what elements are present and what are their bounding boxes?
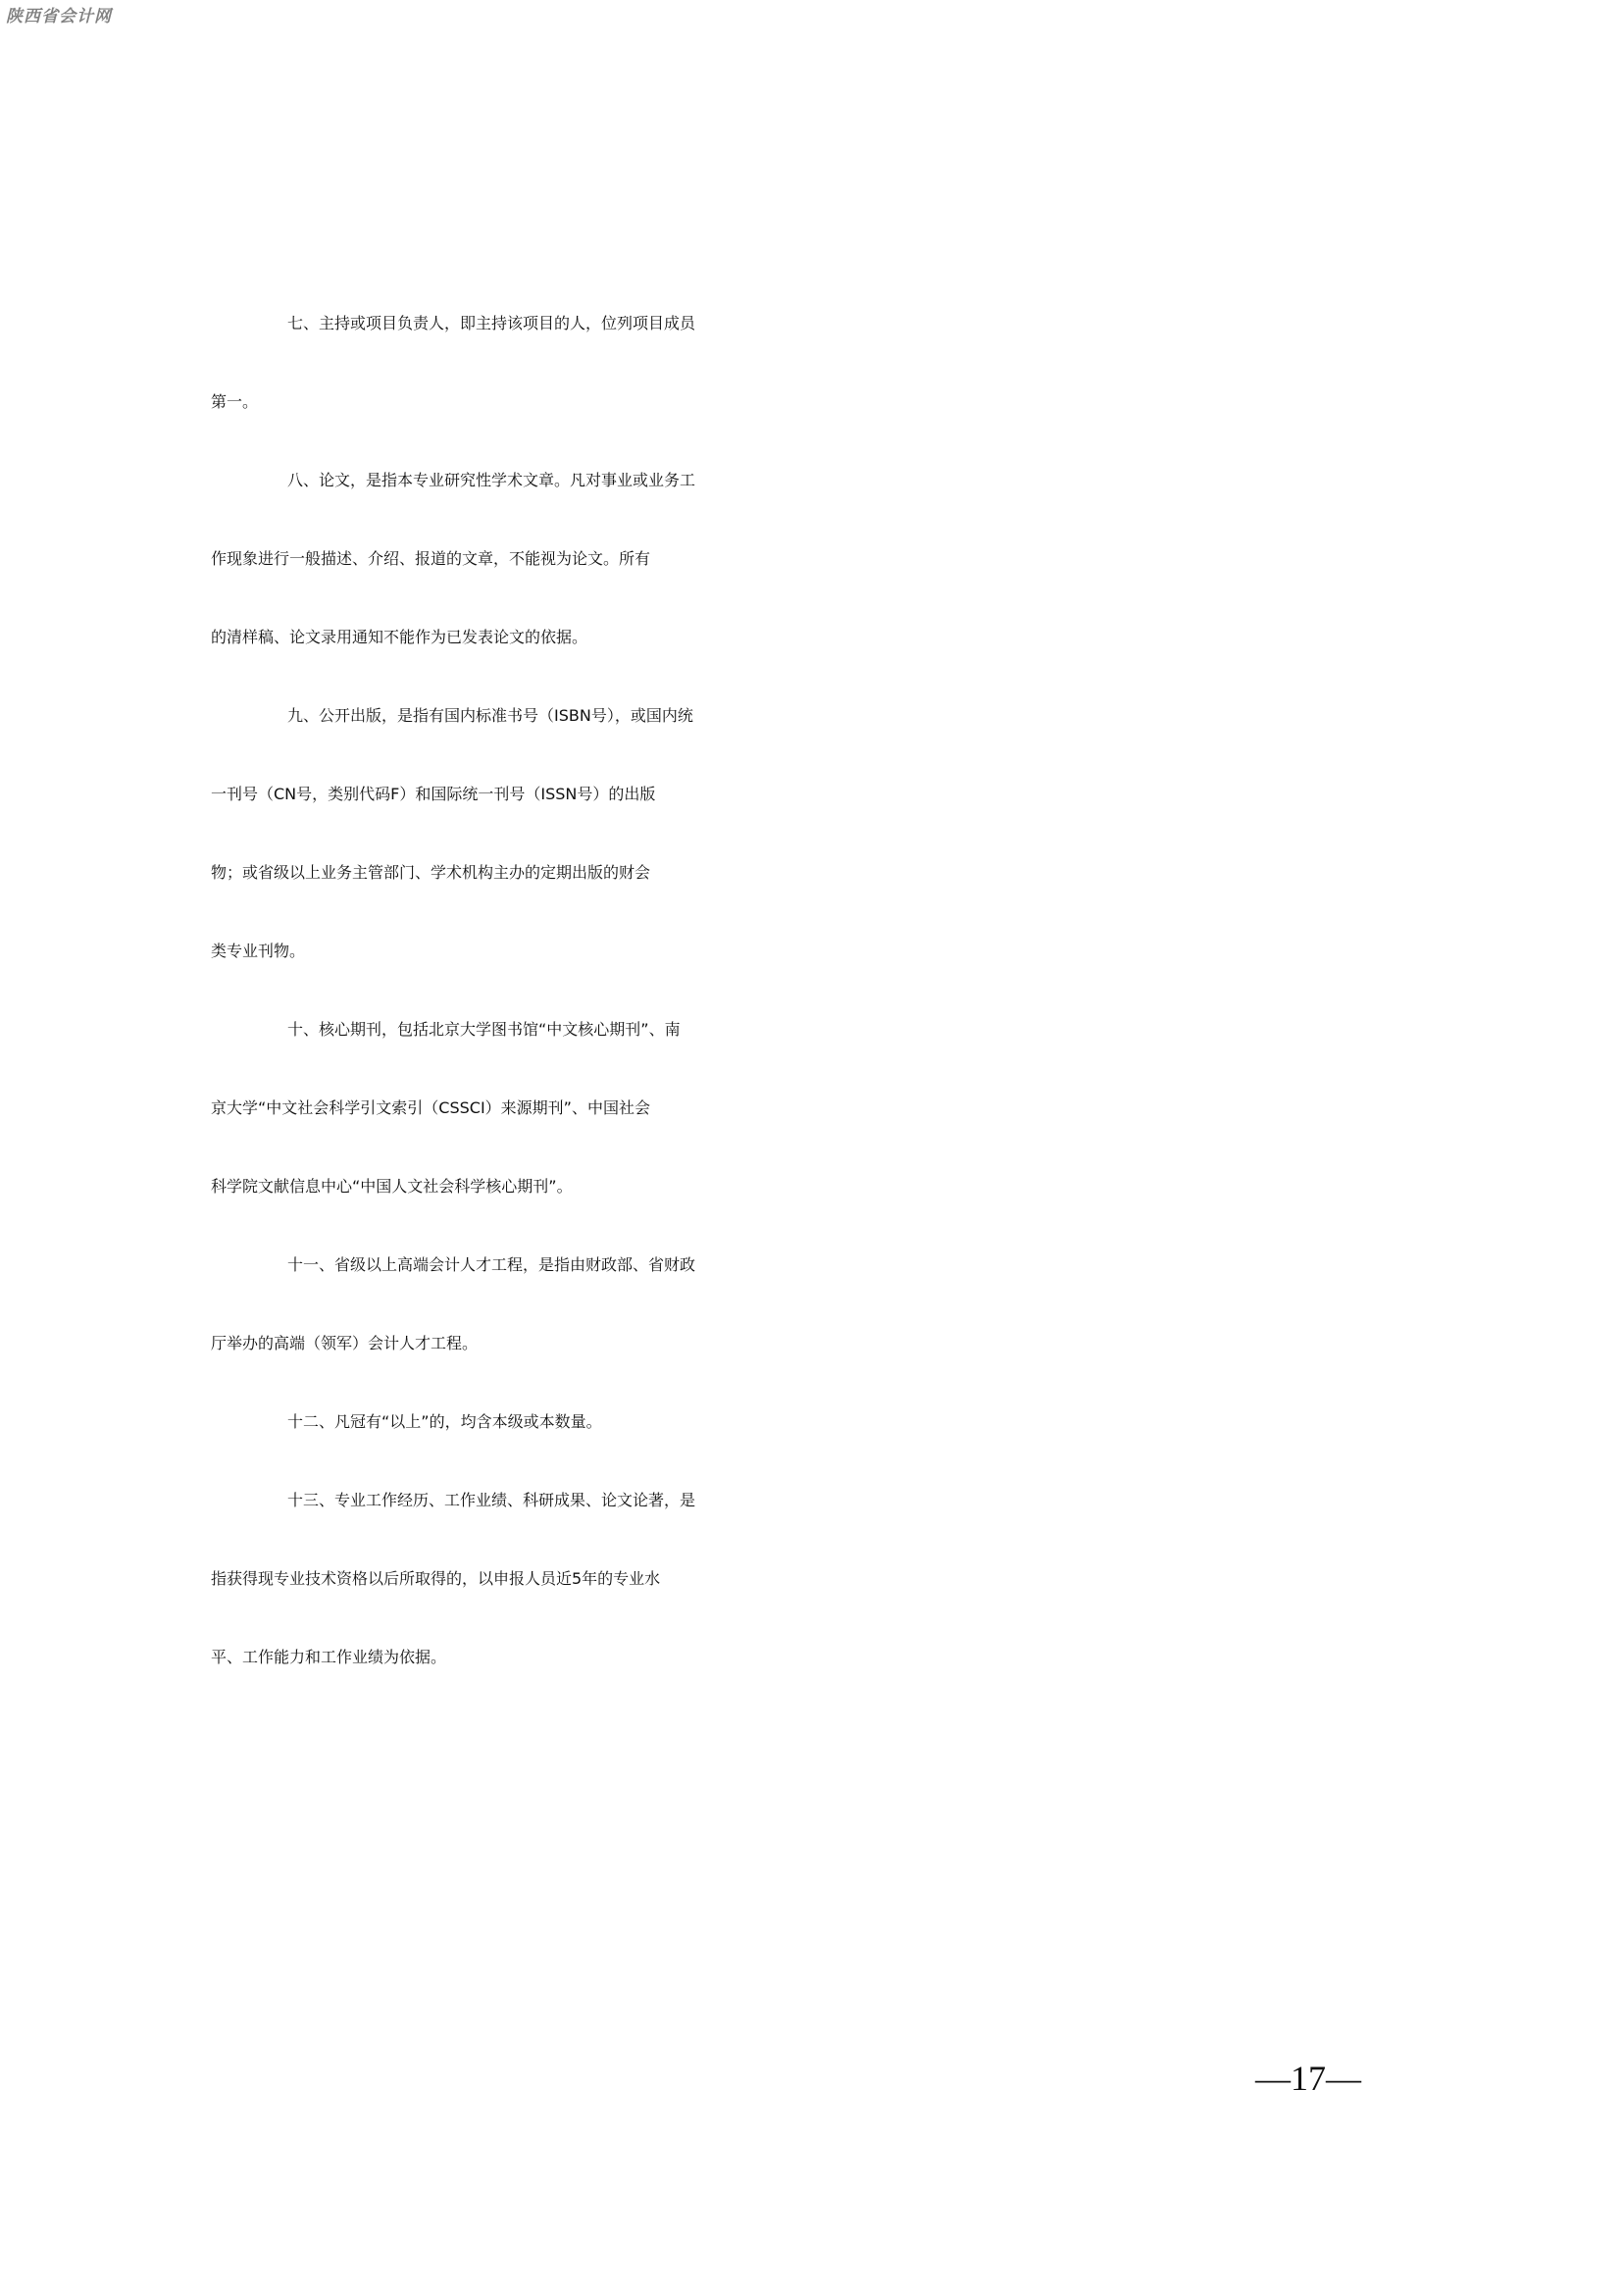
text-line: 物；或省级以上业务主管部门、学术机构主办的定期出版的财会 <box>211 863 651 882</box>
paragraph-item-10 <box>211 991 1427 1226</box>
text-line: 八、论文，是指本专业研究性学术文章。凡对事业或业务工 <box>287 471 696 489</box>
text-line: 十二、凡冠有“以上”的，均含本级或本数量。 <box>287 1412 602 1431</box>
watermark-logo-text: 陕西省会计网 <box>6 7 112 26</box>
text-line: 厅举办的高端（领军）会计人才工程。 <box>211 1334 479 1352</box>
document-body <box>211 284 1427 1697</box>
text-line: 的清样稿、论文录用通知不能作为已发表论文的依据。 <box>211 628 588 646</box>
paragraph-item-8 <box>211 441 1427 677</box>
paragraph-item-9 <box>211 677 1427 991</box>
text-line: 第一。 <box>211 392 259 411</box>
text-line: 科学院文献信息中心“中国人文社会科学核心期刊”。 <box>211 1177 573 1196</box>
text-line: 京大学“中文社会科学引文索引（CSSCI）来源期刊”、中国社会 <box>211 1098 650 1117</box>
text-line: 十三、专业工作经历、工作业绩、科研成果、论文论著，是 <box>287 1491 696 1509</box>
paragraph-item-13 <box>211 1461 1427 1697</box>
paragraph-item-7 <box>211 284 1427 441</box>
text-line: 类专业刊物。 <box>211 942 306 960</box>
text-line: 十、核心期刊，包括北京大学图书馆“中文核心期刊”、南 <box>287 1020 681 1039</box>
text-line: 平、工作能力和工作业绩为依据。 <box>211 1648 447 1666</box>
text-line: 作现象进行一般描述、介绍、报道的文章，不能视为论文。所有 <box>211 549 651 568</box>
text-line: 七、主持或项目负责人，即主持该项目的人，位列项目成员 <box>287 314 696 332</box>
text-line: 指获得现专业技术资格以后所取得的，以申报人员近5年的专业水 <box>211 1569 661 1588</box>
text-line: 九、公开出版，是指有国内标准书号（ISBN号），或国内统 <box>287 706 693 725</box>
paragraph-item-11 <box>211 1226 1427 1383</box>
text-line: 一刊号（CN号，类别代码F）和国际统一刊号（ISSN号）的出版 <box>211 785 656 803</box>
page-number: —17— <box>1255 2059 1361 2098</box>
paragraph-item-12 <box>211 1383 1427 1461</box>
text-line: 十一、省级以上高端会计人才工程，是指由财政部、省财政 <box>287 1255 696 1274</box>
